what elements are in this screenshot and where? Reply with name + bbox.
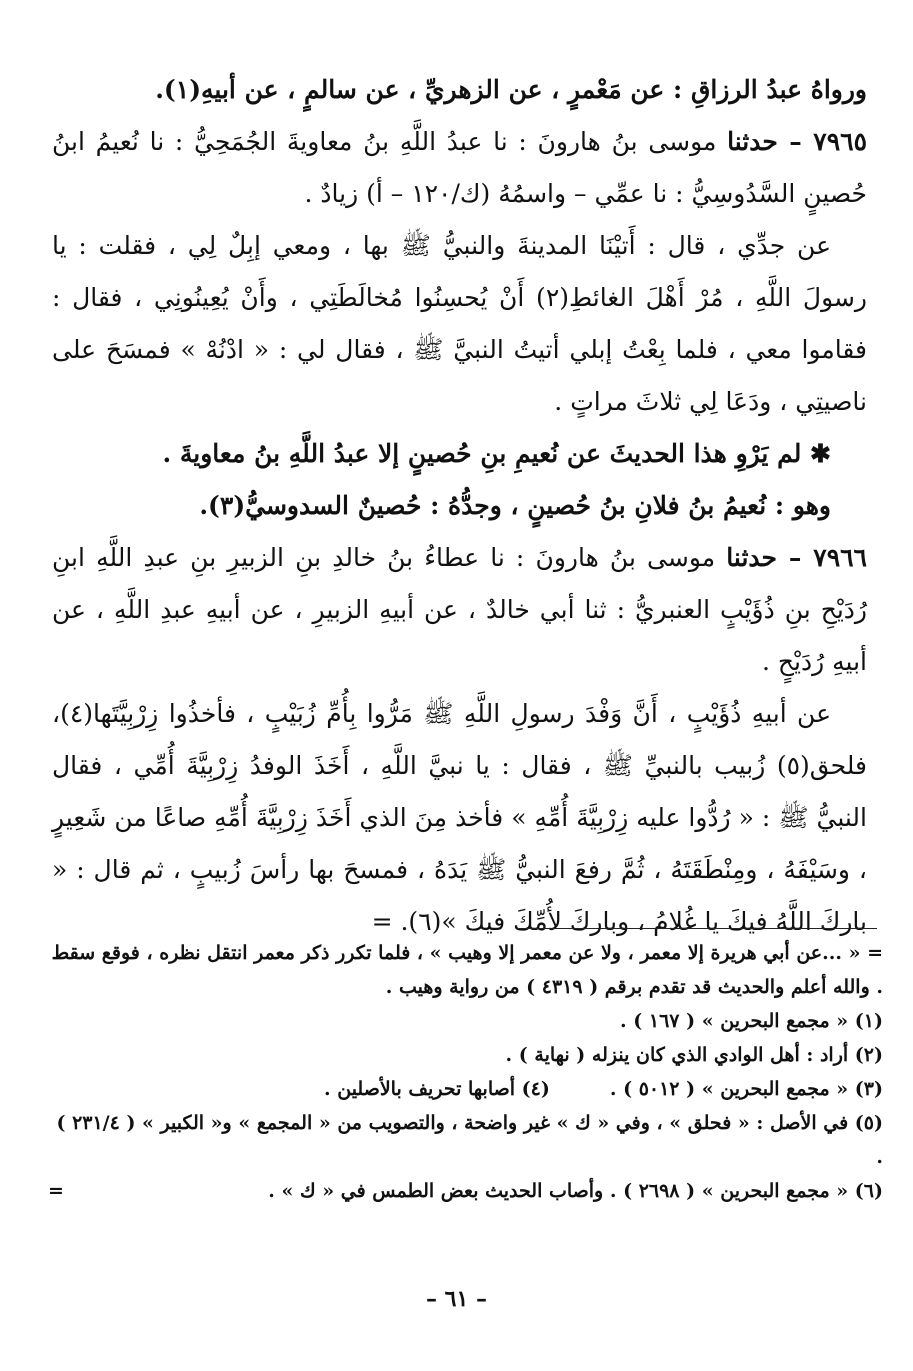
- footnote-5: (٥) في الأصل : « فحلق » ، وفي « ك » غير واضحة ، والتصويب من « المجمع » و« الكبير » ( ٢٣١/٤ ) .: [56, 1112, 883, 1168]
- footnote-3: (٣) « مجمع البحرين » ( ٥٠١٢ ) .: [609, 1078, 883, 1100]
- footnote-6-continues-mark: =: [48, 1180, 64, 1202]
- footnote-divider: [517, 928, 877, 929]
- hadith-7966: [52, 532, 867, 688]
- footnote-2: (٢) أراد : أهل الوادي الذي كان ينزله ( نهاية ) .: [505, 1044, 883, 1066]
- footnote-6: [48, 1174, 883, 1208]
- riwaya-line: ورواهُ عبدُ الرزاقِ : عن مَعْمرٍ ، عن الزهريِّ ، عن سالمٍ ، عن أبيهِ(١).: [155, 75, 867, 104]
- hadith-7965-matn: عن جدِّي ، قال : أَتيْنَا المدينةَ والنبيُّ ﷺ بها ، ومعي إبِلٌ لِي ، فقلت : يا رسولَ اللَّهِ ، مُرْ أَهْلَ الغائطِ(٢) أَنْ يُحسِنُوا مُخالَطَتِي ، وأَنْ يُعِينُونِي ، فقال : فقاموا معي ، فلما بِعْتُ إبلي أتيتُ النبيَّ ﷺ ، فقال لي : « ادْنُهْ » فمسَحَ على ناصيتِي ، ودَعَا لِي ثلاثَ مراتٍ .: [52, 231, 868, 416]
- hadith-number-7965: ٧٩٦٥ – حدثنا: [727, 127, 868, 156]
- commentary-line-1: ✱ لم يَرْوِ هذا الحديثَ عن نُعيمِ بنِ حُصينٍ إلا عبدُ اللَّهِ بنُ معاويةَ .: [162, 439, 831, 468]
- footnote-3-4: [48, 1072, 883, 1106]
- footnotes: [48, 936, 883, 1208]
- hadith-7966-matn: عن أبيهِ ذُؤَيْبٍ ، أَنَّ وَفْدَ رسولِ اللَّهِ ﷺ مَرُّوا بِأُمِّ زُبَيْبٍ ، فأخذُوا زِرْبِيَّتَها(٤)، فلحق(٥) زُبيب بالنبيِّ ﷺ ، فقال : يا نبيَّ اللَّهِ ، أَخَذَ الوفدُ زِرْبِيَّةَ أُمِّي ، فقال النبيُّ ﷺ : « رُدُّوا عليه زِرْبِيَّةَ أُمِّهِ » فأخذ مِنَ الذي أَخَذَ زِرْبِيَّةَ أُمِّهِ صاعًا من شَعِيرٍ ، وسَيْفَهُ ، ومِنْطَقَتَهُ ، ثُمَّ رفعَ النبيُّ ﷺ يَدَهُ ، فمسحَ بها رأسَ زُبيبٍ ، ثم قال : « باركَ اللَّهُ فيكَ يا غُلامُ ، وباركَ لأُمِّكَ فيكَ »(٦). =: [52, 699, 867, 936]
- commentary-line-2: وهو : نُعيمُ بنُ فلانِ بنُ حُصينٍ ، وجدُّهُ : حُصينٌ السدوسيُّ(٣).: [199, 491, 831, 520]
- hadith-7965-isnad: موسى بنُ هارونَ : نا عبدُ اللَّهِ بنُ معاويةَ الجُمَحِيُّ : نا نُعيمُ ابنُ حُصينٍ السَّدُوسِيُّ : نا عمِّي – واسمُهُ (ك/١٢٠ – أ) زيادٌ .: [52, 127, 867, 208]
- main-text: [52, 64, 867, 948]
- hadith-7966-isnad: موسى بنُ هارونَ : نا عطاءُ بنُ خالدِ بنِ الزبيرِ بنِ عبدِ اللَّهِ ابنِ رُدَيْحِ بنِ ذُؤَيْبٍ العنبريُّ : ثنا أبي خالدٌ ، عن أبيهِ الزبيرِ ، عن أبيهِ عبدِ اللَّهِ ، عن أبيهِ رُدَيْحٍ .: [52, 543, 867, 676]
- footnote-4: (٤) أصابها تحريف بالأصلين .: [324, 1078, 550, 1100]
- footnote-1: (١) « مجمع البحرين » ( ١٦٧ ) .: [620, 1010, 883, 1032]
- page-number: – ٦١ –: [426, 1286, 487, 1312]
- footnote-continuation: = « ...عن أبي هريرة إلا معمر ، ولا عن معمر إلا وهيب » ، فلما تكرر ذكر معمر انتقل نظره ، فوقع سقط . والله أعلم والحديث قد تقدم برقم ( ٤٣١٩ ) من رواية وهيب .: [51, 942, 883, 998]
- hadith-7965: [52, 116, 867, 220]
- footnote-6-text: (٦) « مجمع البحرين » ( ٢٦٩٨ ) . وأصاب الحديث بعض الطمس في « ك » .: [268, 1180, 883, 1202]
- hadith-number-7966: ٧٩٦٦ – حدثنا: [726, 543, 867, 572]
